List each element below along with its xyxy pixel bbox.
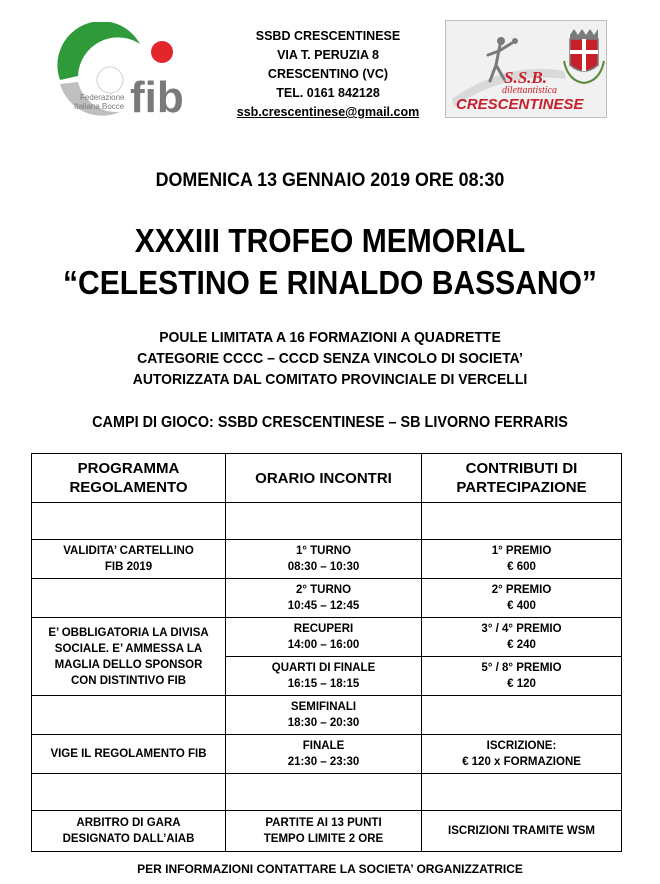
schedule-name: QUARTI DI FINALE xyxy=(271,662,376,674)
schedule-name: SEMIFINALI xyxy=(290,701,357,713)
iscrizione-label: ISCRIZIONE: xyxy=(486,740,557,752)
letterhead xyxy=(0,0,660,130)
event-info-line2: CATEGORIE CCCC – CCCD SENZA VINCOLO DI SOCIETA’ xyxy=(137,350,523,367)
program-table xyxy=(31,453,622,852)
event-title-line2: “CELESTINO E RINALDO BASSANO” xyxy=(63,264,597,301)
header-orario-text: ORARIO INCONTRI xyxy=(255,469,392,487)
iscrizione-cell xyxy=(422,735,622,774)
schedule-time: 21:30 – 23:30 xyxy=(287,756,360,768)
schedule-cell xyxy=(226,540,422,579)
club-name: SSBD CRESCENTINESE xyxy=(255,29,401,43)
header-contributi-1: CONTRIBUTI DI xyxy=(465,460,578,477)
schedule-cell xyxy=(226,657,422,696)
fib-green-swoosh xyxy=(57,22,140,80)
schedule-time: 16:15 – 18:15 xyxy=(287,678,360,690)
empty-cell xyxy=(32,774,226,811)
fib-caption-1: Federazione xyxy=(80,93,125,102)
divisa-line3: MAGLIA DELLO SPONSOR xyxy=(54,658,203,671)
prize-cell xyxy=(422,618,622,657)
fib-red-ball xyxy=(151,41,173,63)
event-info-line1: POULE LIMITATA A 16 FORMAZIONI A QUADRETTE xyxy=(159,329,501,346)
crest-icon xyxy=(564,29,604,83)
table-header-row xyxy=(32,454,622,503)
header-orario xyxy=(226,454,422,503)
partite-line2: TEMPO LIMITE 2 ORE xyxy=(263,833,384,845)
prize-label: 3° / 4° PREMIO xyxy=(481,623,562,635)
divisa-line1: E’ OBBLIGATORIA LA DIVISA xyxy=(48,626,209,639)
schedule-time: 14:00 – 16:00 xyxy=(287,639,360,651)
prize-cell xyxy=(422,579,622,618)
club-email-link[interactable]: ssb.crescentinese@gmail.com xyxy=(236,105,420,119)
prize-label: 2° PREMIO xyxy=(491,584,552,596)
schedule-cell xyxy=(226,735,422,774)
validita-line1: VALIDITA’ CARTELLINO xyxy=(63,545,194,557)
partite-cell xyxy=(226,811,422,852)
fib-caption-2: Italiana Bocce xyxy=(74,102,125,111)
event-info-line3: AUTORIZZATA DAL COMITATO PROVINCIALE DI VERCELLI xyxy=(132,371,528,388)
table-row xyxy=(32,540,622,579)
fib-logo xyxy=(50,22,195,117)
table-row xyxy=(32,618,622,657)
event-info xyxy=(23,327,637,390)
iscrizione-value: € 120 x FORMAZIONE xyxy=(462,756,581,768)
ball-icon xyxy=(512,38,518,44)
arbitro-line1: ARBITRO DI GARA xyxy=(76,817,181,829)
header-programma-2: REGOLAMENTO xyxy=(69,479,188,496)
empty-cell xyxy=(32,503,226,540)
contact-block xyxy=(218,27,438,122)
schedule-name: 1° TURNO xyxy=(295,545,352,557)
schedule-cell xyxy=(226,696,422,735)
prize-amount: € 120 xyxy=(507,678,536,690)
header-contributi xyxy=(422,454,622,503)
schedule-cell xyxy=(226,579,422,618)
header-contributi-2: PARTECIPAZIONE xyxy=(456,479,587,496)
regolamento-cell xyxy=(32,735,226,774)
empty-cell xyxy=(32,696,226,735)
schedule-time: 10:45 – 12:45 xyxy=(287,600,360,612)
header-programma xyxy=(32,454,226,503)
schedule-name: RECUPERI xyxy=(293,623,354,635)
venues: CAMPI DI GIOCO: SSBD CRESCENTINESE – SB LIVORNO FERRARIS xyxy=(92,414,568,431)
club-address: VIA T. PERUZIA 8 xyxy=(277,48,379,62)
schedule-time: 08:30 – 10:30 xyxy=(287,561,360,573)
fib-logo-text: fib xyxy=(130,73,184,117)
event-title xyxy=(30,220,631,304)
ssb-logo-line3: CRESCENTINESE xyxy=(456,96,584,113)
prize-amount: € 400 xyxy=(507,600,536,612)
table-row xyxy=(32,774,622,811)
ssb-logo-line1: S.S.B. xyxy=(504,68,547,87)
prize-label: 5° / 8° PREMIO xyxy=(481,662,562,674)
prize-label: 1° PREMIO xyxy=(491,545,552,557)
schedule-cell xyxy=(226,618,422,657)
empty-cell xyxy=(226,503,422,540)
table-row xyxy=(32,579,622,618)
schedule-name: FINALE xyxy=(302,740,345,752)
regolamento-text: VIGE IL REGOLAMENTO FIB xyxy=(50,748,207,760)
header-programma-1: PROGRAMMA xyxy=(77,460,180,477)
ssb-logo-line2: dilettantistica xyxy=(502,85,557,96)
divisa-line2: SOCIALE. E’ AMMESSA LA xyxy=(54,642,203,655)
arbitro-cell xyxy=(32,811,226,852)
validita-line2: FIB 2019 xyxy=(104,561,153,573)
footer-note: PER INFORMAZIONI CONTATTARE LA SOCIETA’ ORGANIZZATRICE xyxy=(137,862,523,876)
club-city: CRESCENTINO (VC) xyxy=(267,67,389,81)
prize-cell xyxy=(422,540,622,579)
table-row xyxy=(32,503,622,540)
partite-line1: PARTITE AI 13 PUNTI xyxy=(265,817,382,829)
table-row xyxy=(32,735,622,774)
wsm-cell xyxy=(422,811,622,852)
wsm-text: ISCRIZIONI TRAMITE WSM xyxy=(448,825,595,837)
prize-cell xyxy=(422,657,622,696)
event-title-line1: XXXIII TROFEO MEMORIAL xyxy=(134,222,526,259)
club-phone: TEL. 0161 842128 xyxy=(276,86,380,100)
ssb-crescentinese-logo xyxy=(445,20,607,118)
player-head-icon xyxy=(497,37,505,45)
empty-cell xyxy=(422,696,622,735)
fib-white-ball xyxy=(97,67,123,93)
table-row xyxy=(32,696,622,735)
schedule-time: 18:30 – 20:30 xyxy=(287,717,360,729)
validita-cell xyxy=(32,540,226,579)
prize-amount: € 600 xyxy=(507,561,536,573)
table-row xyxy=(32,811,622,852)
empty-cell xyxy=(226,774,422,811)
divisa-line4: CON DISTINTIVO FIB xyxy=(71,674,186,687)
empty-cell xyxy=(422,774,622,811)
prize-amount: € 240 xyxy=(507,639,536,651)
event-date: DOMENICA 13 GENNAIO 2019 ORE 08:30 xyxy=(155,170,505,191)
arbitro-line2: DESIGNATO DALL’AIAB xyxy=(62,833,195,845)
empty-cell xyxy=(422,503,622,540)
schedule-name: 2° TURNO xyxy=(295,584,352,596)
empty-cell xyxy=(32,579,226,618)
divisa-cell xyxy=(32,618,226,696)
